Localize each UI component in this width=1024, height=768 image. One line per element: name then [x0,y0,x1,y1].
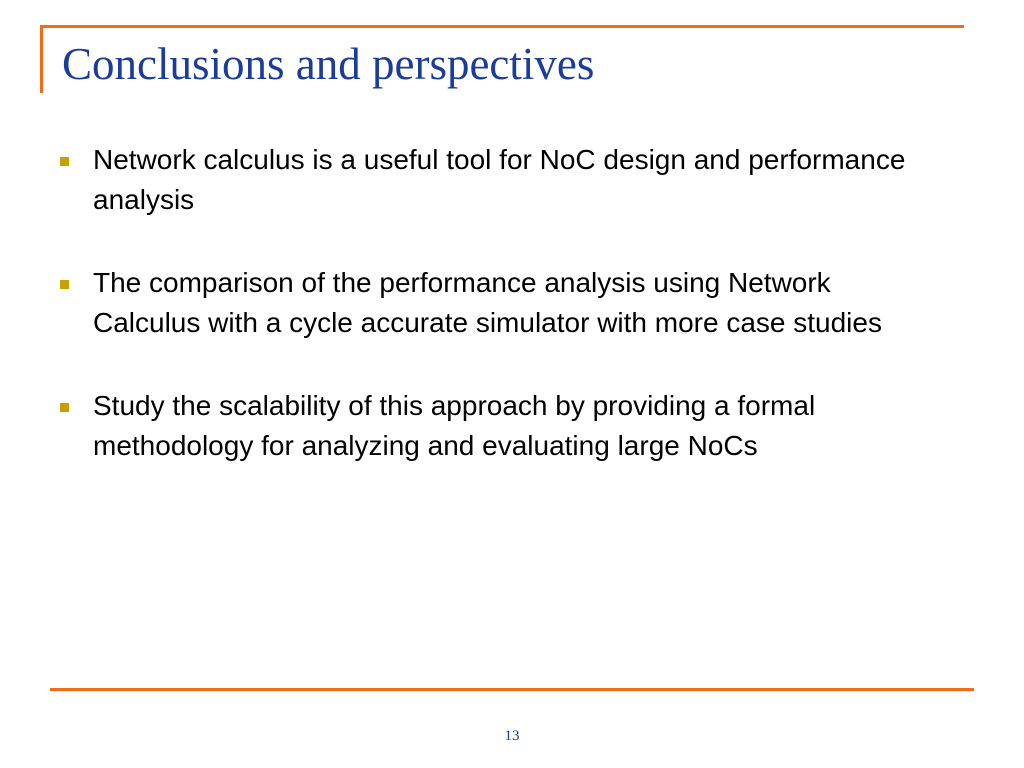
footer-line [50,688,974,691]
slide-title: Conclusions and perspectives [62,39,595,89]
square-bullet-icon [60,403,69,412]
bullet-list [60,140,940,509]
bullet-text: The comparison of the performance analysis using Network Calculus with a cycle accurate simulator with more case studies [93,267,882,338]
square-bullet-icon [60,157,69,166]
page-number: 13 [504,728,520,744]
bullet-text: Network calculus is a useful tool for NoC design and performance analysis [93,144,906,215]
bullet-item [60,263,940,343]
bullet-text: Study the scalability of this approach by providing a formal methodology for analyzing and evaluating large NoCs [93,390,816,461]
square-bullet-icon [60,280,69,289]
frame-top-line [40,25,964,28]
bullet-item [60,386,940,466]
bullet-item [60,140,940,220]
frame-left-line [40,25,43,93]
